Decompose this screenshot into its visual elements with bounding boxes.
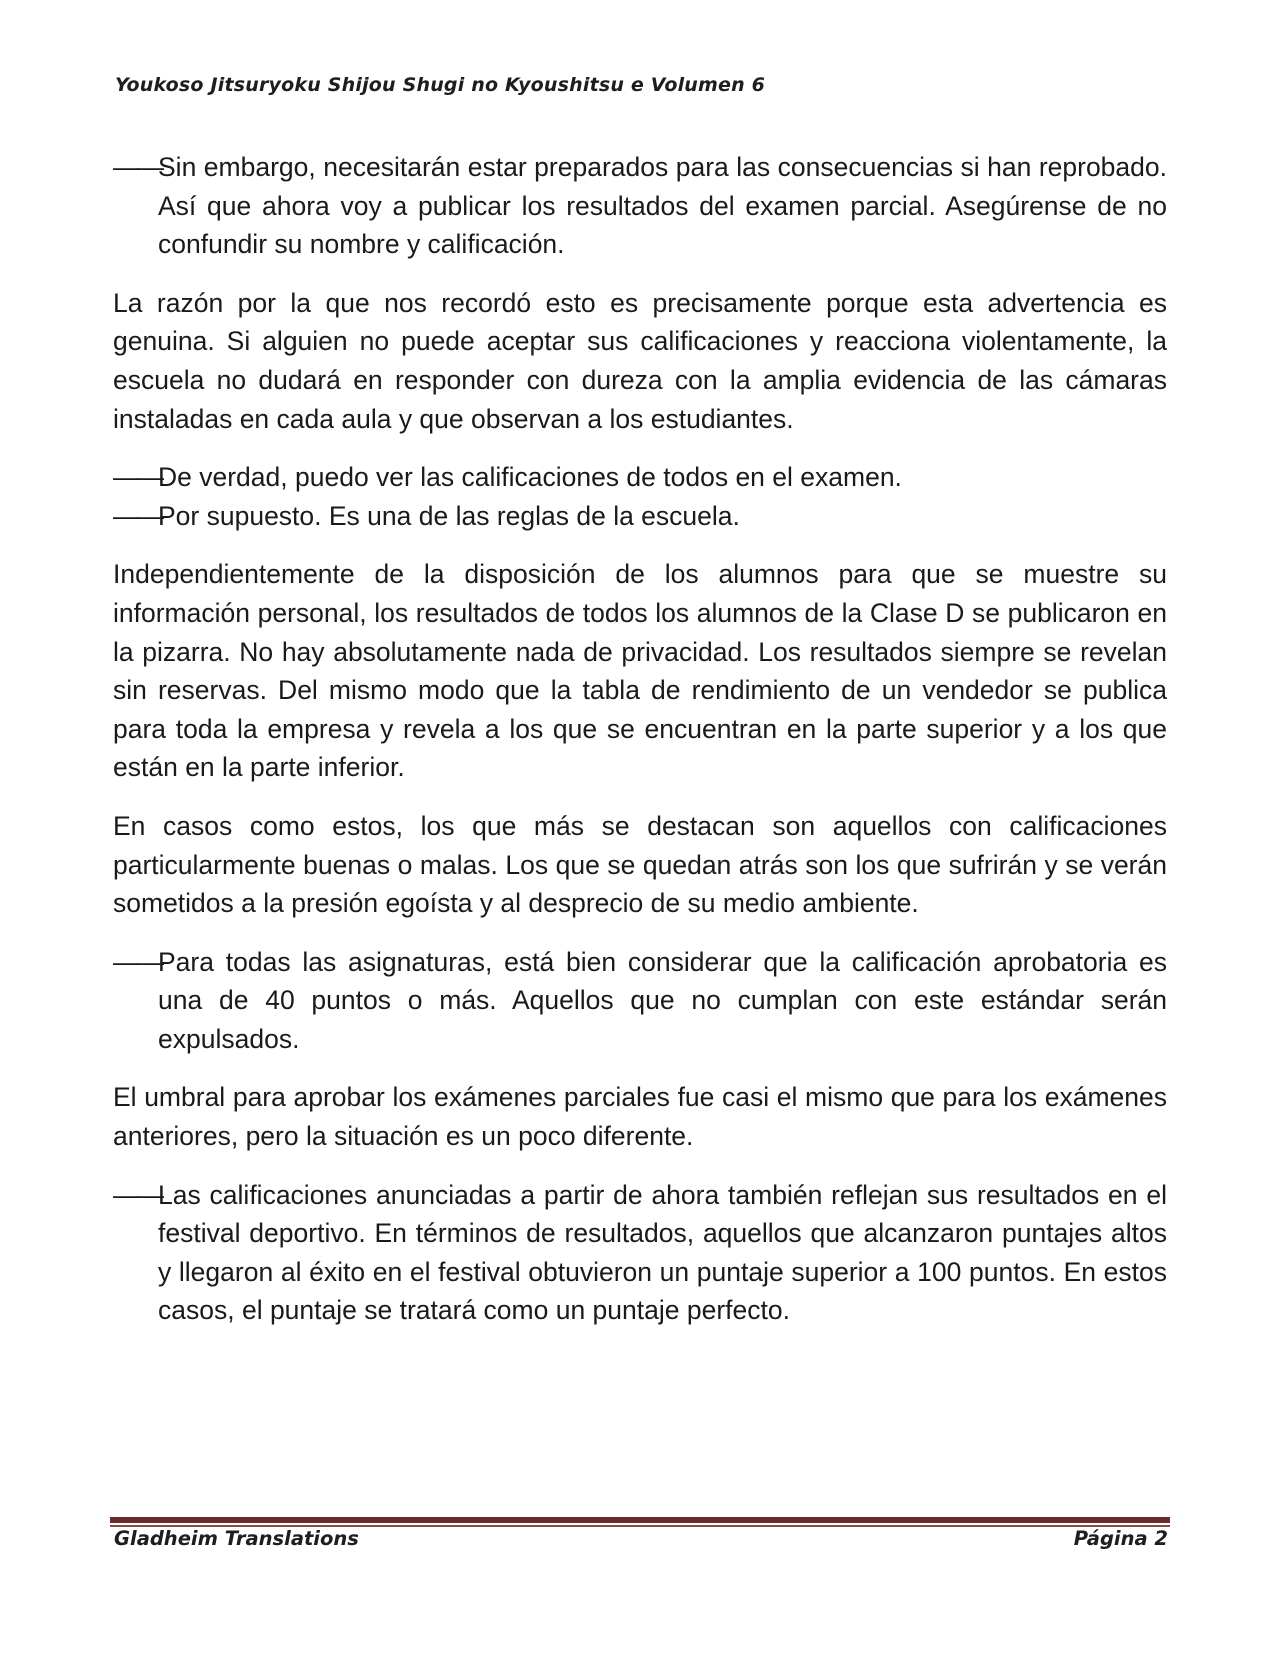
dialogue-dash: —— bbox=[113, 500, 162, 531]
footer-credit: Gladheim Translations bbox=[114, 1527, 359, 1550]
dialogue-line bbox=[113, 148, 1167, 264]
footer-page-number: Página 2 bbox=[1073, 1527, 1168, 1550]
dialogue-text: Sin embargo, necesitarán estar preparados para las consecuencias si han reprobado. Así que ahora voy a publicar los resultados del examen parcial. Asegúrense de no confundir su nombre y calificación. bbox=[158, 152, 1167, 260]
footer-divider-thick bbox=[110, 1517, 1170, 1523]
dialogue-dash: —— bbox=[113, 152, 162, 182]
dialogue-line bbox=[113, 943, 1167, 1059]
paragraph: Independientemente de la disposición de los alumnos para que se muestre su información personal, los resultados de todos los alumnos de la Clase D se publicaron en la pizarra. No hay absolutamente nada de privacidad. Los resultados siempre se revelan sin reservas. Del mismo modo que la tabla de rendimiento de un vendedor se publica para toda la empresa y revela a los que se encuentran en la parte superior y a los que están en la parte inferior. bbox=[113, 559, 1167, 783]
dialogue-line bbox=[113, 1176, 1167, 1330]
dialogue-line bbox=[113, 497, 1167, 536]
dialogue-line bbox=[113, 458, 1167, 497]
dialogue-group bbox=[113, 458, 1167, 535]
dialogue-text: Por supuesto. Es una de las reglas de la escuela. bbox=[158, 500, 740, 531]
dialogue-dash: —— bbox=[113, 946, 162, 977]
page-body bbox=[113, 148, 1167, 1330]
dialogue-text: Las calificaciones anunciadas a partir de ahora también reflejan sus resultados en el festival deportivo. En términos de resultados, aquellos que alcanzaron puntajes altos y llegaron al éxito en el festival obtuvieron un puntaje superior a 100 puntos. En estos casos, el puntaje se tratará como un puntaje perfecto. bbox=[158, 1179, 1167, 1326]
dialogue-dash: —— bbox=[113, 1179, 162, 1210]
paragraph: El umbral para aprobar los exámenes parciales fue casi el mismo que para los exámenes anteriores, pero la situación es un poco diferente. bbox=[113, 1082, 1167, 1152]
paragraph: La razón por la que nos recordó esto es precisamente porque esta advertencia es genuina. Si alguien no puede aceptar sus calificaciones y reacciona violentamente, la escuela no dudará en responder con dureza con la amplia evidencia de las cámaras instaladas en cada aula y que observan a los estudiantes. bbox=[113, 287, 1167, 434]
dialogue-text: De verdad, puedo ver las calificaciones de todos en el examen. bbox=[158, 462, 902, 493]
dialogue-dash: —— bbox=[113, 462, 162, 493]
paragraph: En casos como estos, los que más se destacan son aquellos con calificaciones particularmente buenas o malas. Los que se quedan atrás son los que sufrirán y se verán sometidos a la presión egoísta y al desprecio de su medio ambiente. bbox=[113, 810, 1167, 919]
dialogue-text: Para todas las asignaturas, está bien considerar que la calificación aprobatoria es una de 40 puntos o más. Aquellos que no cumplan con este estándar serán expulsados. bbox=[158, 946, 1167, 1054]
footer-divider bbox=[110, 1517, 1170, 1527]
page-header-title: Youkoso Jitsuryoku Shijou Shugi no Kyoushitsu e Volumen 6 bbox=[115, 74, 766, 96]
